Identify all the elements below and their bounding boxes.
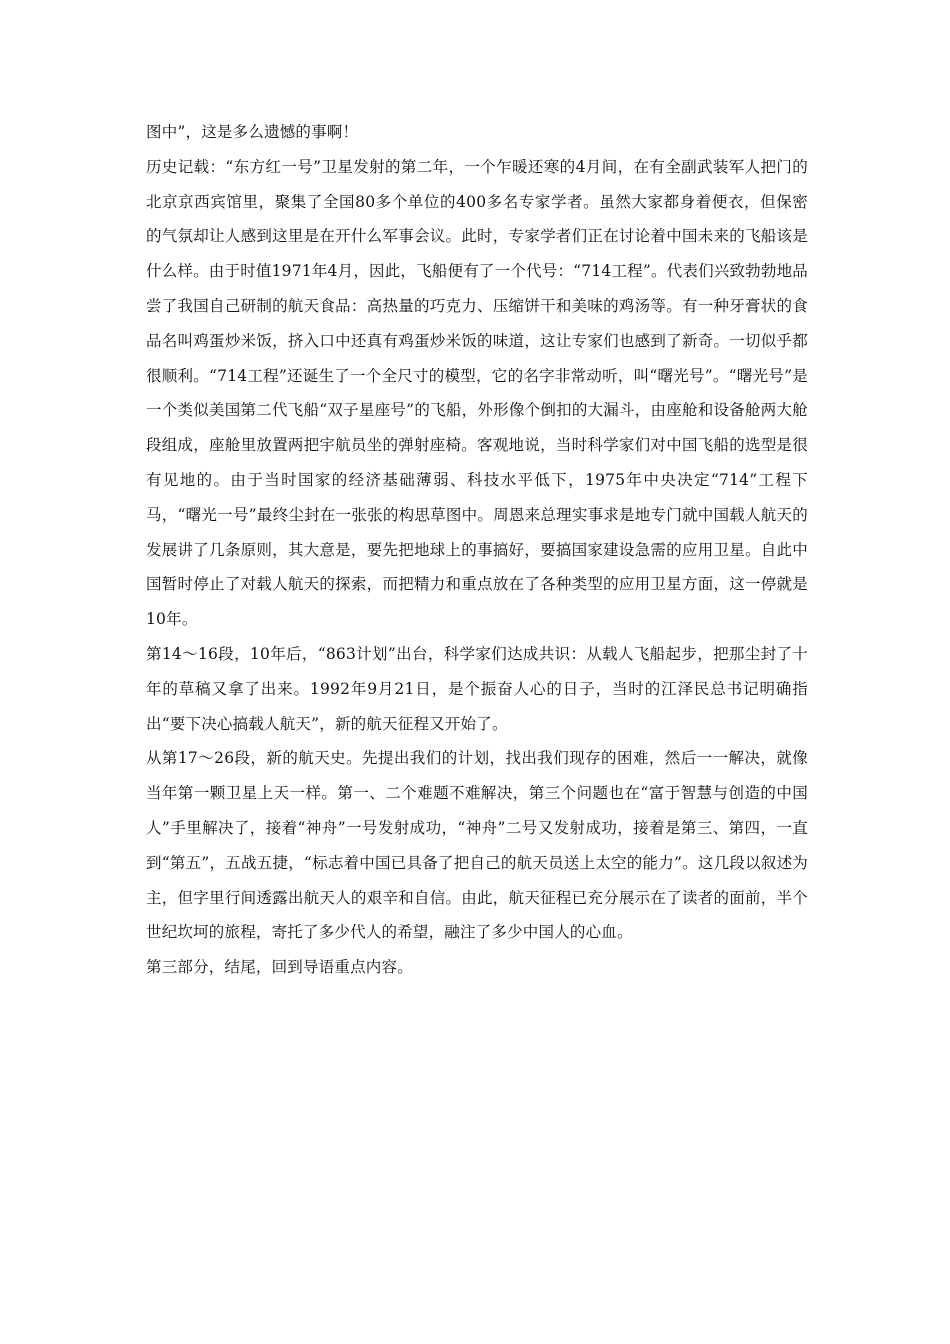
paragraph-sections-17-26: 从第17～26段，新的航天史。先提出我们的计划，找出我们现存的困难，然后一一解决，就像当年第一颗卫星上天一样。第一、二个难题不难解决，第三个问题也在“富于智慧与创造的中国人”手里解决了，接着“神舟”一号发射成功，“神舟”二号又发射成功，接着是第三、第四，一直到“第五”，五战五捷，“标志着中国已具备了把自己的航天员送上太空的能力”。这几段以叙述为主，但字里行间透露出航天人的艰辛和自信。由此，航天征程已充分展示在了读者的面前，半个世纪坎坷的旅程，寄托了多少代人的希望，融注了多少中国人的心血。: [146, 749, 808, 942]
paragraph-continuation: 图中”，这是多么遗憾的事啊！: [146, 123, 359, 141]
document-body: [146, 115, 808, 985]
paragraph-part-three: 第三部分，结尾，回到导语重点内容。: [146, 958, 413, 977]
paragraph-history-record: 历史记载：“东方红一号”卫星发射的第二年，一个乍暖还寒的4月间，在有全副武装军人把门的北京京西宾馆里，聚集了全国80多个单位的400多名专家学者。虽然大家都身着便衣，但保密的气氛却让人感到这里是在开什么军事会议。此时，专家学者们正在讨论着中国未来的飞船该是什么样。由于时值1971年4月，因此，飞船便有了一个代号：“714工程”。代表们兴致勃勃地品尝了我国自己研制的航天食品：高热量的巧克力、压缩饼干和美味的鸡汤等。有一种牙膏状的食品名叫鸡蛋炒米饭，挤入口中还真有鸡蛋炒米饭的味道，这让专家们也感到了新奇。一切似乎都很顺利。“714工程”还诞生了一个全尺寸的模型，它的名字非常动听，叫“曙光号”。“曙光号”是一个类似美国第二代飞船“双子星座号”的飞船，外形像个倒扣的大漏斗，由座舱和设备舱两大舱段组成，座舱里放置两把宇航员坐的弹射座椅。客观地说，当时科学家们对中国飞船的选型是很有见地的。由于当时国家的经济基础薄弱、科技水平低下，1975年中央决定“714”工程下马，“曙光一号”最终尘封在一张张的构思草图中。周恩来总理实事求是地专门就中国载人航天的发展讲了几条原则，其大意是，要先把地球上的事搞好，要搞国家建设急需的应用卫星。自此中国暂时停止了对载人航天的探索，而把精力和重点放在了各种类型的应用卫星方面，这一停就是10年。: [146, 157, 808, 629]
paragraph-sections-14-16: 第14～16段，10年后，“863计划”出台，科学家们达成共识：从载人飞船起步，把那尘封了十年的草稿又拿了出来。1992年9月21日，是个振奋人心的日子，当时的江泽民总书记明确指出“要下决心搞载人航天”，新的航天征程又开始了。: [146, 644, 808, 733]
